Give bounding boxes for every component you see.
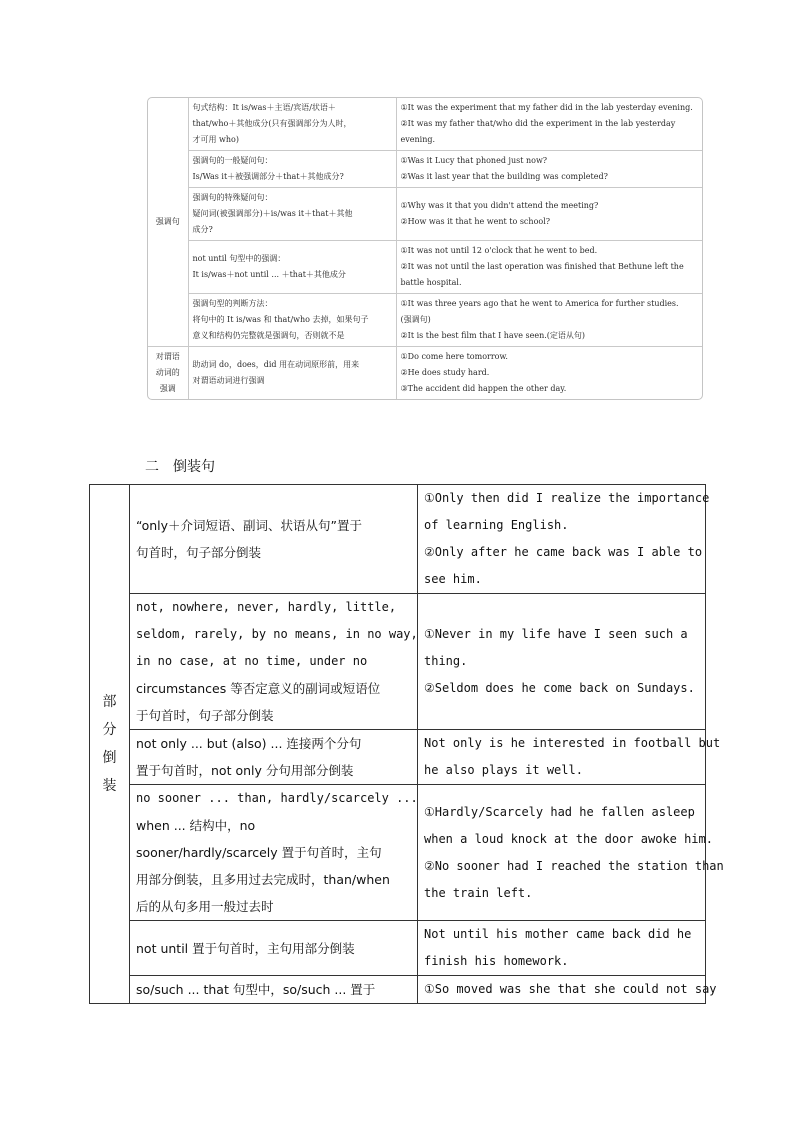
example-cell: Not until his mother came back did he finish his homework. [418,921,706,976]
example-cell: ①So moved was she that she could not say [418,976,706,1004]
example-cell: ①Never in my life have I seen such a thing. ②Seldom does he come back on Sundays. [418,594,706,730]
example-cell: ①It was the experiment that my father did in the lab yesterday evening. ②It was my father that/who did the experiment in the lab yesterday evening. [396,98,702,151]
example-cell: Not only is he interested in football but he also plays it well. [418,730,706,785]
table-row [148,241,702,294]
table-row [148,294,702,347]
inversion-table [89,484,724,1004]
table-row [90,730,706,785]
table-row [90,976,706,1004]
table-row [148,188,702,241]
category-cell-emphasis: 强调句 [148,98,188,347]
section-title: 倒装句 [173,459,215,475]
rule-cell: 强调句的特殊疑问句： 疑问词(被强调部分)＋is/was it＋that＋其他 成分? [188,188,396,241]
example-cell: ①It was three years ago that he went to America for further studies. (强调句) ②It is the best film that I have seen.(定语从句) [396,294,702,347]
rule-cell: “only＋介词短语、副词、状语从句”置于 句首时，句子部分倒装 [130,485,418,594]
rule-cell: not until 置于句首时，主句用部分倒装 [130,921,418,976]
rule-cell: 助动词 do，does，did 用在动词原形前，用来 对谓语动词进行强调 [188,347,396,400]
example-cell: ①Was it Lucy that phoned just now? ②Was it last year that the building was completed? [396,151,702,188]
table-row [148,151,702,188]
example-cell: ①Only then did I realize the importance of learning English. ②Only after he came back was I able to see him. [418,485,706,594]
rule-cell: no sooner ... than, hardly/scarcely ... when ... 结构中，no sooner/hardly/scarcely 置于句首时，主句 用部分倒装，且多用过去完成时，than/when 后的从句多用一般过去时 [130,785,418,921]
rule-cell: not only ... but (also) ... 连接两个分句 置于句首时，not only 分句用部分倒装 [130,730,418,785]
table-row [90,594,706,730]
section-number: 二 [145,459,159,475]
category-cell-partial-inversion: 部 分 倒 装 [90,485,130,1004]
section-heading [145,456,215,476]
table-row [90,921,706,976]
rule-cell: not until 句型中的强调： It is/was＋not until ... ＋that＋其他成分 [188,241,396,294]
example-cell: ①Why was it that you didn't attend the meeting? ②How was it that he went to school? [396,188,702,241]
example-cell: ①It was not until 12 o'clock that he went to bed. ②It was not until the last operation was finished that Bethune left the battle hospital. [396,241,702,294]
table-row [90,785,706,921]
emphasis-table [147,97,703,400]
table-row [148,98,702,151]
example-cell: ①Do come here tomorrow. ②He does study hard. ③The accident did happen the other day. [396,347,702,400]
rule-cell: 强调句型的判断方法： 将句中的 It is/was 和 that/who 去掉，如果句子 意义和结构仍完整就是强调句，否则就不是 [188,294,396,347]
rule-cell: so/such ... that 句型中，so/such ... 置于 [130,976,418,1004]
category-cell-verb-emphasis: 对谓语 动词的 强调 [148,347,188,400]
table-row [90,485,706,594]
rule-cell: 句式结构：It is/was＋主语/宾语/状语＋ that/who＋其他成分(只有强调部分为人时， 才可用 who) [188,98,396,151]
table-row [148,347,702,400]
example-cell: ①Hardly/Scarcely had he fallen asleep when a loud knock at the door awoke him. ②No sooner had I reached the station than the train left. [418,785,706,921]
rule-cell: not, nowhere, never, hardly, little, seldom, rarely, by no means, in no way, in no case, at no time, under no circumstances 等否定意义的副词或短语位 于句首时，句子部分倒装 [130,594,418,730]
rule-cell: 强调句的一般疑问句： Is/Was it＋被强调部分＋that＋其他成分? [188,151,396,188]
emphasis-table-grid [148,98,702,399]
